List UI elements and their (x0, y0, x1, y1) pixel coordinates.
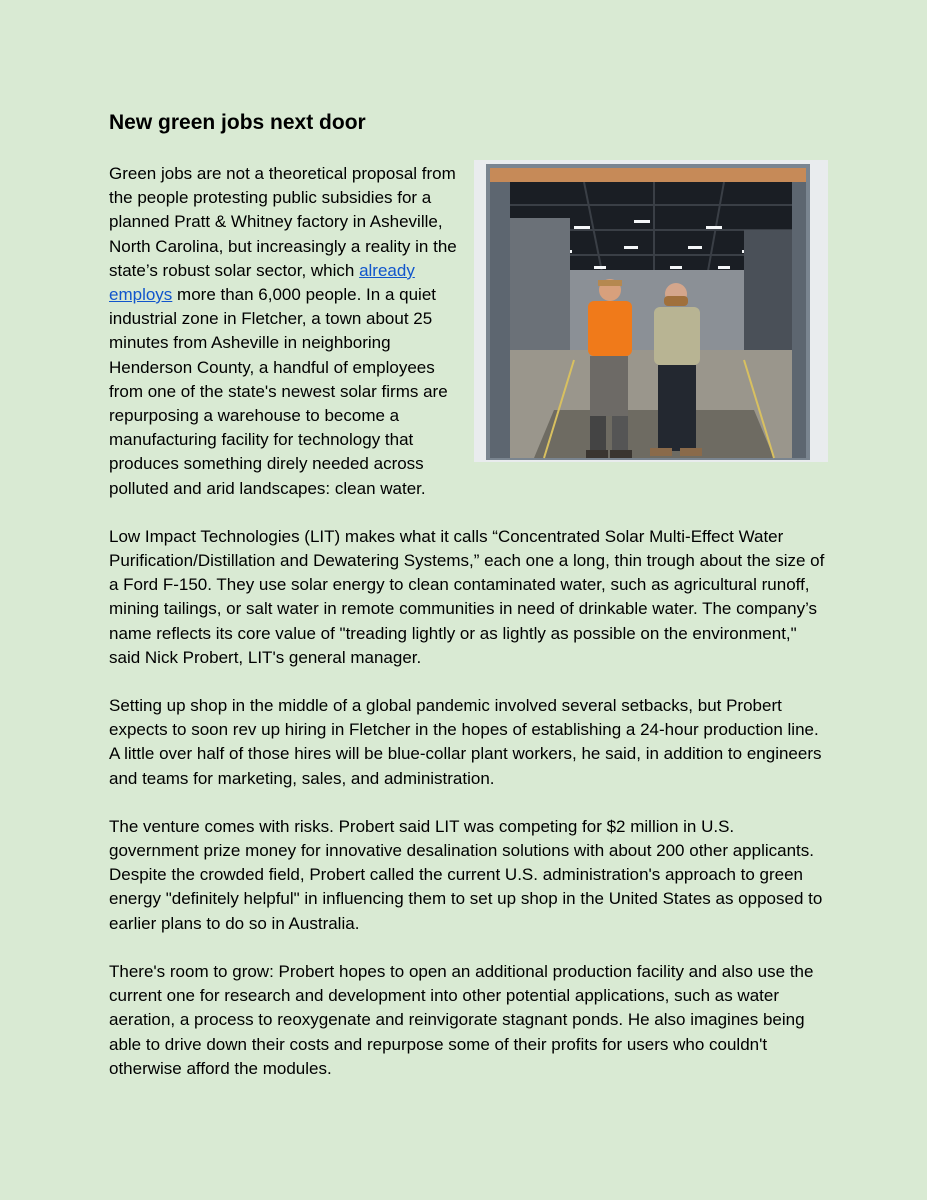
paragraph-4: The venture comes with risks. Probert said LIT was competing for $2 million in U.S. government prize money for innovative desalination solutions with about 200 other applicants. Despite the crowded field, Probert called the current U.S. administration's approach to green energy "definitely helpful" in influencing them to set up shop in the United States as opposed to earlier plans to do so in Australia. (109, 816, 823, 933)
paragraph-1-text-b: more than 6,000 people. In a quiet industrial zone in Fletcher, a town about 25 minutes from Asheville in neighboring Henderson County, a handful of employees from one of the state's newest solar firms are repurposing a warehouse to become a manufacturing facility for technology that produces something direly needed across polluted and arid landscapes: clean water. (109, 285, 448, 498)
paragraph-5: There's room to grow: Probert hopes to open an additional production facility and also use the current one for research and development into other potential applications, such as water aeration, a process to reoxygenate and reinvigorate stagnant ponds. He also imagines being able to drive down their costs and repurpose some of their profits for users who couldn't otherwise afford the modules. (109, 961, 814, 1078)
warehouse-photo-icon (474, 160, 828, 462)
paragraph-2: Low Impact Technologies (LIT) makes what it calls “Concentrated Solar Multi-Effect Water Purification/Distillation and Dewatering Systems,” each one a long, thin trough about the size of a Ford F-150. They use solar energy to clean contaminated water, such as agricultural runoff, mining tailings, or salt water in remote communities in need of drinkable water. The company’s name reflects its core value of "treading lightly or as lightly as possible on the environment," said Nick Probert, LIT's general manager. (109, 526, 825, 667)
warehouse-photo (474, 160, 828, 462)
paragraph-1-text-a: Green jobs are not a theoretical proposal from the people protesting public subsidies for a planned Pratt & Whitney factory in Asheville, North Carolina, but increasingly a reality in the state’s robust solar sector, which (109, 164, 457, 280)
paragraph-3: Setting up shop in the middle of a global pandemic involved several setbacks, but Probert expects to soon rev up hiring in Fletcher in the hopes of establishing a 24-hour production line. A little over half of those hires will be blue-collar plant workers, he said, in addition to engineers and teams for marketing, sales, and administration. (109, 696, 822, 788)
article (109, 110, 827, 1105)
article-title: New green jobs next door (109, 111, 366, 134)
already-employs-link[interactable]: already employs (109, 260, 415, 305)
